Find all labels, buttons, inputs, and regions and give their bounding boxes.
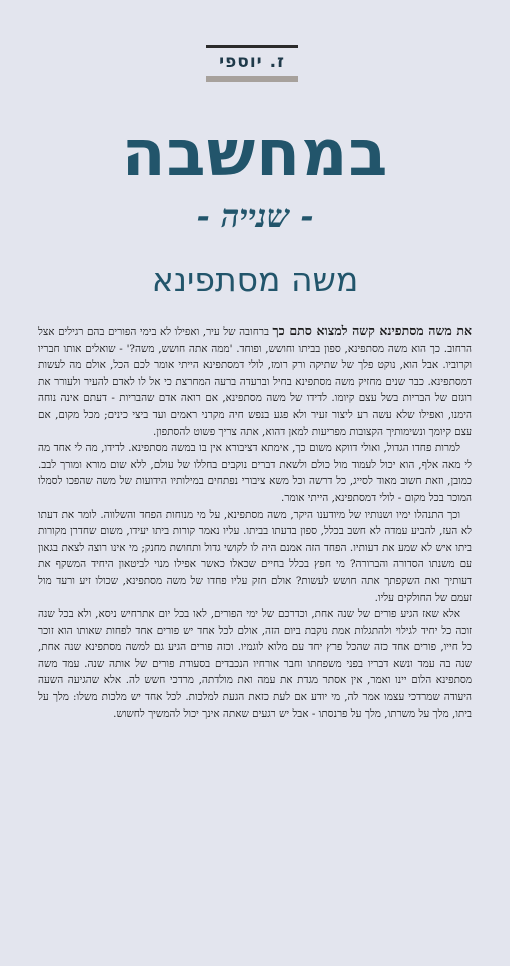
column-title: במחשבה [121, 117, 389, 191]
article-paragraph [38, 323, 472, 440]
article-paragraph: למרות פחדו הגדול, ואולי דווקא משום כך, אימתא דציבורא אין בו במשה מסתפינא. לדידו, מה לי אחד מה לי מאה אלף, הוא יכול לעמוד מול כולם ולשאת דברים נוקבים בחללו של עולם, ללא שום מורא ומורך לבב. כמובן, וזאת חשוב מאוד לסייג, כל דרשה וכל משא ציבורי נפתחים במילותיו הידועות של משה שהפכו לסמלו המוכר בכל מקום - לולי דמסתפינא, הייתי אומר. [38, 442, 472, 504]
author-name: ז. יוספי [219, 52, 285, 72]
article-paragraph: וכך התנהלו ימיו ושנותיו של מיודענו היקר, משה מסתפינא, על מי מנוחות הפחד והשלווה. לומר את דעתו לא העז, להביע עמדה לא חשב בכלל, ספון בדעתו בביתו. עליו נאמר קורות ביתו יעידו, משום שחדרן מקורות ביתו איש לא שמע את דעותיו. הפחד הזה אמנם היה לו לקושי גדול ותחושת מחנק; מי אינו רוצה לצאת בגאון עם משנתו הסדורה והברורה? מי חפץ בכלל בחיים שכאלו כאשר אפילו מנוי לביטאון היחיד המשקף את דעותיך ואת השקפתך אתה חושש לעשות? אולם חזק עליו פחדו של משה מסתפינא, שכולו זיע ורעד מול זעמם של החולקים עליו. [38, 508, 472, 604]
article-paragraph: אלא שאז הגיע פורים של שנה אחת, וכדרכם של ימי הפורים, לאו בכל יום אתרחיש ניסא, ולא בכל שנה זוכה כל יחיד לגילוי ולהתגלות אמת נוקבת ביום הזה, אולם לכל אחד יש פורים אחד לפחות שאותו הוא זוכר כל חייו, פורים אחד כזה שהכל פרץ יחד עם מלוא לוגמיו. וכזה פורים הגיע גם למשה מסתפינא שנה אחת, שנה בה עמד ונשא דבריו בפני משפחתו וחבר אורחיו הנכבדים בסעודת פורים של אותה שנה. עמד משה מסתפינא הלום יינו ואמר, אין אסתר מגדת את עמה ואת מולדתה, מרדכי חשש לה. אלא שהגיעה השעה היעודה שמרדכי עצמו אמר לה, מי יודע אם לעת כזאת הגעת למלכות. לכל אחד יש מלכות משלו: מלך על ביתו, מלך על משרתו, מלך על פרנסתו - אבל יש רגעים שאתה אינך יכול להמשיך לחשוש. [38, 608, 472, 720]
column-subtitle: - שנייה - [196, 197, 314, 235]
article-body [38, 323, 472, 722]
paragraph-text: ברחובה של עיר, ואפילו לא בימי הפורים בהם רגילים אצל הרחוב. כך הוא משה מסתפינא, ספון בביתו וחושש, ופוחד. 'ממה אתה חושש, משה?' - שואלים אותו חבריו וקרוביו. אבל הוא, נוקט פלך של שתיקה ורק רומז, לולי דמסתפינא הייתי אומר לכם הכל, אולם מה לעשות דמסתפינא. כבר שנים מחזיק משה מסתפינא בחיל וברעדה ברעה המחרצת כי אל לו לאדם להעיר ולעורר את רוגזם של הבריות בשל עצם קיומו. לדידו של משה מסתפינא, אם רואה אדם שהבריות - דעתם אינה נוחה הימנו, ואפילו שלא עשה רע ליצור זעיר ולא פגע בנפש חיה מקרני ראמים ועד ביצי כינים; מכל מקום, אם עצם קיומך ונשימותיך הקצובות מפריעות למאן דהוא, אתה צריך פשוט להסתפון. [38, 326, 472, 438]
lead-in: את משה מסתפינא קשה למצוא סתם כך [272, 323, 472, 338]
article-headline: משה מסתפינא [151, 260, 359, 299]
author-box [206, 45, 298, 91]
author-bottom-rule [206, 76, 298, 82]
